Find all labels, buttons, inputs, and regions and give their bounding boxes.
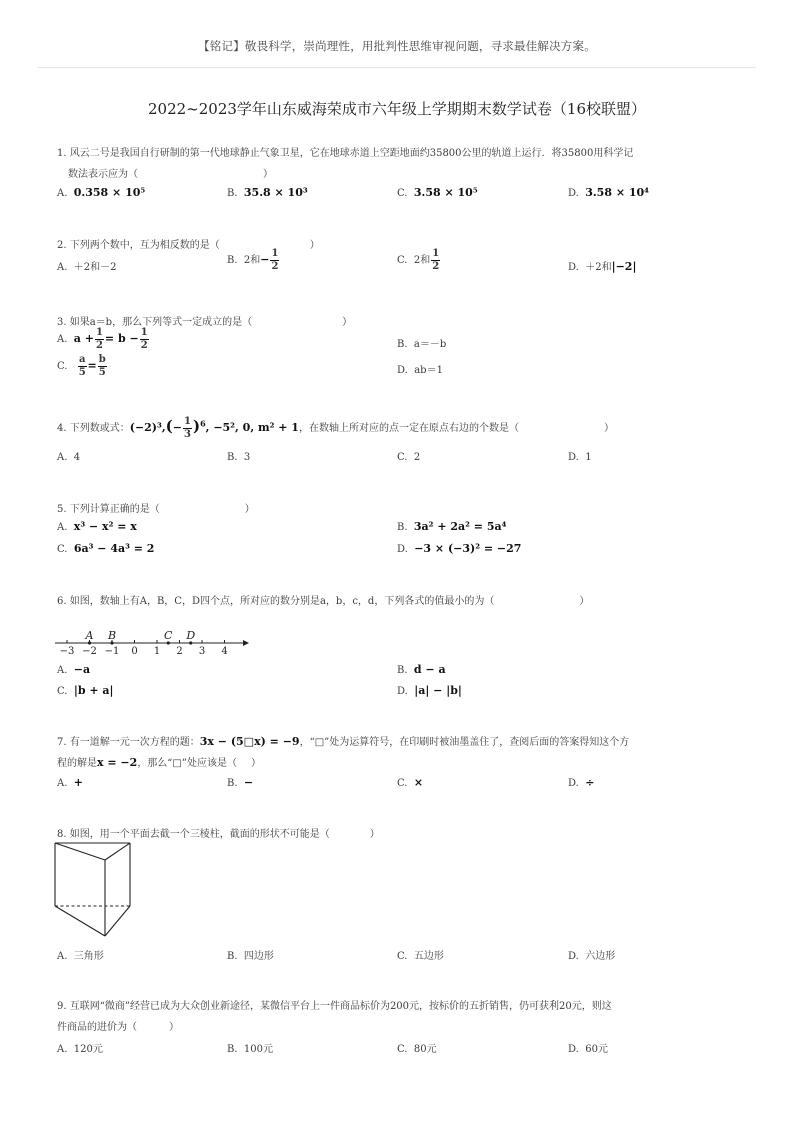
- q6-option-a[interactable]: [57, 663, 90, 676]
- prism-edge: [55, 843, 105, 860]
- tick-label: −2: [82, 646, 97, 657]
- q4-stem: [57, 417, 614, 440]
- q4-option-c[interactable]: [397, 452, 420, 463]
- denominator: 2: [95, 340, 103, 351]
- q7-option-a[interactable]: [57, 776, 83, 789]
- fraction: [95, 328, 104, 351]
- q3-close: ）: [342, 317, 353, 328]
- option-value: 2: [413, 452, 421, 463]
- option-value: 3.58 × 10⁵: [413, 186, 478, 199]
- expr-part: a +: [73, 332, 94, 345]
- q3-option-a[interactable]: [57, 328, 150, 351]
- q3-stem-text: 3. 如果a＝b，那么下列等式一定成立的是（: [57, 317, 253, 328]
- option-prefix: ＋2和: [585, 262, 612, 273]
- option-label: C.: [57, 361, 68, 372]
- q8-option-c[interactable]: [397, 947, 444, 962]
- option-value: ×: [413, 776, 424, 789]
- q1-close: ）: [263, 169, 273, 180]
- fraction: [78, 355, 86, 378]
- option-value: d − a: [413, 663, 446, 676]
- q9-close: ）: [169, 1022, 179, 1033]
- fraction: [431, 249, 440, 272]
- fraction: [270, 249, 279, 272]
- tick-label: 4: [221, 646, 228, 657]
- option-value: a＝－b: [413, 339, 447, 350]
- minus-sign: −: [260, 253, 270, 266]
- tick-label: 3: [198, 646, 206, 657]
- tick-label: −1: [104, 646, 120, 657]
- denominator: 3: [184, 429, 191, 440]
- denominator: 5: [98, 367, 106, 378]
- q5-stem: [57, 500, 255, 515]
- q7-stem-line1: [57, 733, 629, 748]
- option-label: B.: [397, 339, 408, 350]
- option-value: −3 × (−3)² = −27: [414, 542, 522, 555]
- option-label: B.: [227, 778, 238, 789]
- q6-option-d[interactable]: [397, 684, 462, 697]
- q8-option-b[interactable]: [227, 947, 274, 962]
- q3-option-c[interactable]: [57, 355, 108, 378]
- option-label: D.: [568, 951, 579, 962]
- option-label: B.: [227, 1044, 238, 1055]
- q5-option-d[interactable]: [397, 542, 521, 555]
- option-label: C.: [57, 544, 68, 555]
- page-title: 2022~2023学年山东威海荣成市六年级上学期期末数学试卷（16校联盟）: [147, 100, 646, 118]
- q9-option-c[interactable]: [397, 1040, 437, 1055]
- q4-stem-text: 4. 下列数或式：: [57, 423, 130, 434]
- q8-close: ）: [369, 829, 380, 840]
- point-label: B: [107, 629, 117, 642]
- option-value: ÷: [585, 776, 595, 789]
- q4-close: ）: [603, 423, 614, 434]
- number-line-figure: [55, 625, 255, 657]
- option-value: 四边形: [243, 951, 274, 962]
- point-label: C: [164, 629, 173, 642]
- q4-option-a[interactable]: [57, 452, 80, 463]
- option-label: A.: [57, 334, 68, 345]
- option-value: 120元: [73, 1044, 103, 1055]
- minus-sign: −: [172, 421, 182, 434]
- q3-option-d[interactable]: [397, 361, 443, 376]
- numerator: a: [79, 354, 86, 365]
- option-label: B.: [227, 951, 238, 962]
- option-value: |b + a|: [73, 684, 114, 697]
- numerator: 1: [271, 248, 279, 259]
- q1-option-c[interactable]: [397, 186, 478, 199]
- option-label: D.: [397, 365, 408, 376]
- q3-stem: [57, 313, 352, 328]
- expr-part: = b −: [104, 332, 139, 345]
- denominator: 2: [271, 261, 279, 272]
- point-label: D: [186, 629, 196, 642]
- option-label: A.: [57, 522, 68, 533]
- option-value: 35.8 × 10³: [243, 186, 308, 199]
- option-value: 3a² + 2a² = 5a⁴: [413, 520, 507, 533]
- option-label: B.: [227, 255, 238, 266]
- option-value: 1: [585, 452, 592, 463]
- q6-close: ）: [579, 596, 590, 607]
- q2-close: ）: [309, 240, 320, 251]
- q8-stem-text: 8. 如图，用一个平面去截一个三棱柱，截面的形状不可能是（: [57, 829, 330, 840]
- option-value: −a: [73, 663, 91, 676]
- point-label: A: [85, 629, 94, 642]
- option-label: B.: [227, 188, 238, 199]
- option-label: D.: [568, 1044, 579, 1055]
- option-value: 6a³ − 4a³ = 2: [73, 542, 155, 555]
- q3-option-b[interactable]: [397, 335, 446, 350]
- option-prefix: 2和: [243, 255, 261, 266]
- numerator: 1: [432, 248, 440, 259]
- denominator: 5: [78, 367, 86, 378]
- q7-stem-text: 程的解是: [57, 758, 97, 769]
- q7-option-c[interactable]: [397, 776, 423, 789]
- q7-close: ）: [251, 758, 261, 769]
- option-value: 80元: [413, 1044, 437, 1055]
- tick-label: 0: [131, 646, 138, 657]
- q2-option-b[interactable]: [227, 249, 280, 272]
- option-value: 3: [243, 452, 251, 463]
- q4-option-b[interactable]: [227, 452, 250, 463]
- q5-option-b[interactable]: [397, 520, 506, 533]
- option-label: A.: [57, 262, 68, 273]
- option-value: ab＝1: [414, 365, 443, 376]
- left-paren: (: [165, 417, 173, 435]
- option-value: 4: [73, 452, 81, 463]
- q9-option-d[interactable]: [568, 1040, 608, 1055]
- q1-option-a[interactable]: [57, 186, 145, 199]
- tick-label: −3: [59, 646, 75, 657]
- expr-part: (−2)³,: [129, 421, 166, 434]
- prism-edge: [105, 906, 130, 936]
- fraction: [183, 417, 192, 440]
- option-value: +: [73, 776, 83, 789]
- q2-option-c[interactable]: [397, 249, 441, 272]
- q8-option-d[interactable]: [568, 947, 615, 962]
- prism-edge: [105, 843, 130, 860]
- option-value: x³ − x² = x: [73, 520, 137, 533]
- option-label: D.: [397, 544, 408, 555]
- option-label: C.: [57, 686, 68, 697]
- option-label: D.: [568, 262, 579, 273]
- expr-part: =: [87, 359, 97, 372]
- q7-option-b[interactable]: [227, 776, 253, 789]
- option-label: C.: [397, 951, 408, 962]
- right-paren: ): [192, 417, 201, 435]
- option-value: 3.58 × 10⁴: [585, 186, 649, 199]
- q9-option-a[interactable]: [57, 1040, 103, 1055]
- q1-stem-line2: [68, 165, 273, 180]
- motto-header: 【铭记】敬畏科学，崇尚理性，用批判性思维审视问题，寻求最佳解决方案。: [198, 39, 596, 53]
- option-value: ＋2和－2: [73, 262, 117, 273]
- fraction: [98, 355, 107, 378]
- q6-stem: [57, 592, 589, 607]
- point-group: [85, 629, 196, 645]
- option-value: |a| − |b|: [414, 684, 462, 697]
- option-value: 0.358 × 10⁵: [73, 186, 146, 199]
- q7-stem-text-post: ，“□”处为运算符号，在印刷时被油墨盖住了，查阅后面的答案得知这个方: [299, 737, 630, 748]
- exponent: 6: [200, 418, 206, 429]
- numerator: b: [98, 354, 106, 365]
- q9-stem-line2: [57, 1018, 179, 1033]
- option-label: B.: [397, 522, 408, 533]
- q2-option-a[interactable]: [57, 258, 117, 273]
- q1-stem-text: 数法表示应为（: [68, 169, 138, 180]
- option-label: A.: [57, 665, 68, 676]
- q9-stem-line1: 9. 互联网“微商”经营已成为大众创业新途径，某微信平台上一件商品标价为200元，按标价的五折销售，仍可获利20元，则这: [57, 1001, 612, 1012]
- fraction: [140, 328, 149, 351]
- expr-part: , −5², 0, m² + 1: [205, 421, 299, 434]
- option-label: A.: [57, 951, 68, 962]
- option-label: C.: [397, 452, 408, 463]
- q1-stem-line1: 1. 风云二号是我国自行研制的第一代地球静止气象卫星，它在地球赤道上空距地面约35800公里的轨道上运行．将35800用科学记: [57, 148, 634, 159]
- tick-label: 1: [153, 646, 161, 657]
- prism-edge: [55, 906, 105, 936]
- triangular-prism-figure: [50, 838, 140, 943]
- denominator: 2: [140, 340, 148, 351]
- q5-close: ）: [244, 504, 255, 515]
- option-label: D.: [397, 686, 408, 697]
- option-label: D.: [568, 778, 579, 789]
- option-label: B.: [397, 665, 408, 676]
- option-value: 100元: [243, 1044, 273, 1055]
- q4-option-d[interactable]: [568, 452, 592, 463]
- option-prefix: 2和: [413, 255, 431, 266]
- q7-stem-text-post: ，那么“□”处应该是（: [137, 758, 237, 769]
- q1-option-d[interactable]: [568, 186, 649, 199]
- q5-option-c[interactable]: [57, 542, 154, 555]
- numerator: 1: [140, 327, 148, 338]
- option-value: 三角形: [73, 951, 104, 962]
- equation: 3x − (5□x) = −9: [199, 735, 300, 748]
- option-value: −: [243, 776, 254, 789]
- q5-option-a[interactable]: [57, 520, 137, 533]
- q9-stem-text: 件商品的进价为（: [57, 1022, 137, 1033]
- option-value: 六边形: [585, 951, 616, 962]
- option-label: C.: [397, 778, 408, 789]
- q9-option-b[interactable]: [227, 1040, 273, 1055]
- denominator: 2: [432, 261, 440, 272]
- option-value: |−2|: [611, 260, 637, 273]
- q4-stem-text-post: ，在数轴上所对应的点一定在原点右边的个数是（: [298, 423, 519, 434]
- q7-option-d[interactable]: [568, 776, 594, 789]
- q2-option-d[interactable]: [568, 258, 636, 273]
- q7-stem-line2: [57, 754, 261, 769]
- option-value: 五边形: [413, 951, 444, 962]
- header-divider: [38, 67, 756, 68]
- q5-stem-text: 5. 下列计算正确的是（: [57, 504, 160, 515]
- option-value: 60元: [585, 1044, 608, 1055]
- solution: x = −2: [97, 756, 138, 769]
- option-label: B.: [227, 452, 238, 463]
- numerator: 1: [184, 416, 191, 427]
- q6-stem-text: 6. 如图，数轴上有A，B，C，D四个点，所对应的数分别是a，b，c，d，下列各式的值最小的为（: [57, 596, 495, 607]
- axis-arrow-icon: [243, 640, 249, 646]
- option-label: A.: [57, 452, 68, 463]
- option-label: A.: [57, 778, 68, 789]
- q6-option-b[interactable]: [397, 663, 446, 676]
- numerator: 1: [95, 327, 103, 338]
- option-label: A.: [57, 1044, 68, 1055]
- q1-option-b[interactable]: [227, 186, 308, 199]
- q6-option-c[interactable]: [57, 684, 114, 697]
- q2-stem-text: 2. 下列两个数中，互为相反数的是（: [57, 240, 220, 251]
- option-label: D.: [568, 188, 579, 199]
- tick-label: 2: [176, 646, 183, 657]
- option-label: C.: [397, 1044, 408, 1055]
- q7-stem-text: 7. 有一道解一元一次方程的题：: [57, 737, 200, 748]
- option-label: D.: [568, 452, 579, 463]
- option-label: A.: [57, 188, 68, 199]
- option-label: C.: [397, 255, 408, 266]
- q8-option-a[interactable]: [57, 947, 104, 962]
- option-label: C.: [397, 188, 408, 199]
